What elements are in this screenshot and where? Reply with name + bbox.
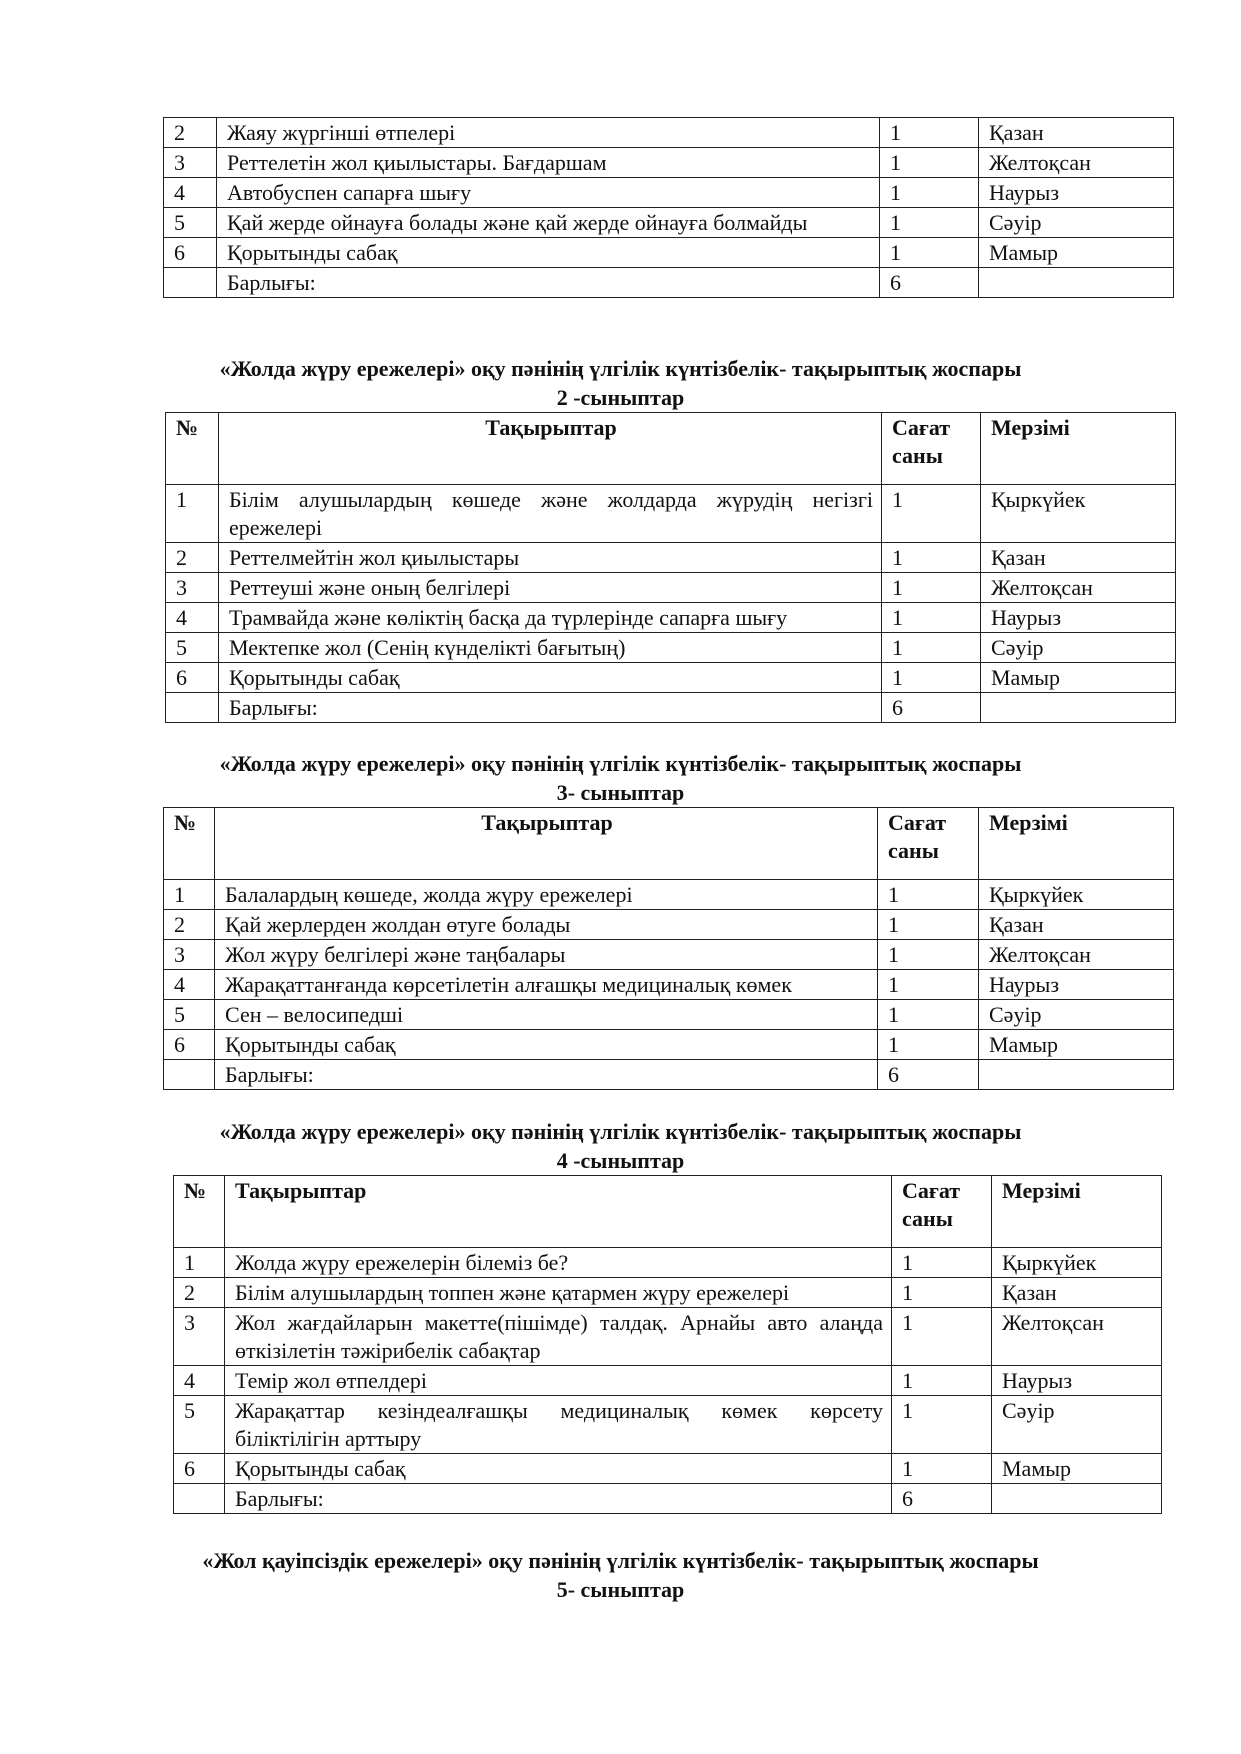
row-month: Наурыз (979, 970, 1174, 1000)
row-topic: Жол жағдайларын макетте(пішімде) талдақ. Арнайы авто алаңда өткізілетін тәжірибелік сабақтар (225, 1308, 892, 1366)
row-month: Қазан (979, 910, 1174, 940)
row-month: Желтоқсан (979, 148, 1174, 178)
row-hours: 1 (880, 208, 979, 238)
header-month: Мерзімі (992, 1176, 1162, 1248)
row-number: 5 (164, 1000, 215, 1030)
row-month: Сәуір (979, 1000, 1174, 1030)
row-number: 4 (166, 603, 219, 633)
row-topic: Темір жол өтпелдері (225, 1366, 892, 1396)
row-number: 6 (164, 1030, 215, 1060)
row-topic: Қорытынды сабақ (225, 1454, 892, 1484)
row-number (164, 268, 217, 298)
table-row (164, 1060, 1174, 1090)
table-row (164, 970, 1174, 1000)
row-number: 4 (164, 178, 217, 208)
row-number: 1 (166, 485, 219, 543)
row-topic: Реттелмейтін жол қиылыстары (219, 543, 882, 573)
table-row (164, 148, 1174, 178)
row-month: Қыркүйек (979, 880, 1174, 910)
plan-table-grade-4 (173, 1175, 1162, 1514)
row-month: Мамыр (981, 663, 1176, 693)
table-row (166, 543, 1176, 573)
row-month: Сәуір (992, 1396, 1162, 1454)
row-month (979, 268, 1174, 298)
section-subtitle: 3- сыныптар (556, 780, 685, 805)
row-hours: 1 (882, 663, 981, 693)
row-hours: 1 (878, 1030, 979, 1060)
row-topic: Қай жерлерден жолдан өтуге болады (215, 910, 878, 940)
section-heading-grade-4 (0, 1117, 1241, 1175)
row-number (164, 1060, 215, 1090)
section-subtitle: 5- сыныптар (556, 1577, 685, 1602)
row-topic: Қай жерде ойнауға болады және қай жерде ойнауға болмайды (217, 208, 880, 238)
table-row (174, 1278, 1162, 1308)
row-topic: Барлығы: (215, 1060, 878, 1090)
table-row (174, 1366, 1162, 1396)
row-number: 6 (166, 663, 219, 693)
row-month: Сәуір (981, 633, 1176, 663)
row-number (166, 693, 219, 723)
section-subtitle: 4 -сыныптар (556, 1148, 685, 1173)
row-hours: 1 (892, 1396, 992, 1454)
row-number: 6 (174, 1454, 225, 1484)
table-row (164, 118, 1174, 148)
row-hours: 1 (882, 485, 981, 543)
plan-table-grade-3 (163, 807, 1174, 1090)
row-number: 5 (164, 208, 217, 238)
row-topic: Жарақаттар кезіндеалғашқы медициналық көмек көрсету біліктілігін арттыру (225, 1396, 892, 1454)
table-header-row (174, 1176, 1162, 1248)
row-number: 3 (174, 1308, 225, 1366)
row-hours: 1 (892, 1454, 992, 1484)
table-row (164, 880, 1174, 910)
header-month: Мерзімі (981, 413, 1176, 485)
row-topic: Білім алушылардың топпен және қатармен жүру ережелері (225, 1278, 892, 1308)
header-hours: Сағат саны (878, 808, 979, 880)
row-month (981, 693, 1176, 723)
row-topic: Қорытынды сабақ (215, 1030, 878, 1060)
section-heading-grade-5 (0, 1546, 1241, 1604)
table-row (164, 1030, 1174, 1060)
table-row (164, 178, 1174, 208)
row-hours: 6 (878, 1060, 979, 1090)
row-topic: Реттеуші және оның белгілері (219, 573, 882, 603)
header-month: Мерзімі (979, 808, 1174, 880)
table-row (166, 573, 1176, 603)
table-row (166, 633, 1176, 663)
row-topic: Жаяу жүргінші өтпелері (217, 118, 880, 148)
row-number: 2 (166, 543, 219, 573)
row-topic: Жарақаттанғанда көрсетілетін алғашқы медициналық көмек (215, 970, 878, 1000)
row-topic: Барлығы: (225, 1484, 892, 1514)
row-topic: Барлығы: (217, 268, 880, 298)
row-topic: Трамвайда және көліктің басқа да түрлерінде сапарға шығу (219, 603, 882, 633)
table-row (166, 663, 1176, 693)
plan-table-grade-2 (165, 412, 1176, 723)
header-number: № (174, 1176, 225, 1248)
row-month: Желтоқсан (979, 940, 1174, 970)
row-month: Наурыз (981, 603, 1176, 633)
header-number: № (166, 413, 219, 485)
row-month: Наурыз (992, 1366, 1162, 1396)
table-row (174, 1248, 1162, 1278)
row-hours: 1 (878, 910, 979, 940)
row-hours: 1 (880, 178, 979, 208)
table-row (174, 1484, 1162, 1514)
row-topic: Барлығы: (219, 693, 882, 723)
row-month (992, 1484, 1162, 1514)
row-month: Желтоқсан (992, 1308, 1162, 1366)
header-hours: Сағат саны (882, 413, 981, 485)
table-row (164, 208, 1174, 238)
section-heading-grade-3 (0, 749, 1241, 807)
row-number: 3 (164, 148, 217, 178)
row-number: 2 (174, 1278, 225, 1308)
table-header-row (164, 808, 1174, 880)
header-number: № (164, 808, 215, 880)
row-month: Желтоқсан (981, 573, 1176, 603)
row-number: 3 (166, 573, 219, 603)
table-row (174, 1454, 1162, 1484)
row-number: 3 (164, 940, 215, 970)
row-hours: 6 (880, 268, 979, 298)
row-topic: Автобуспен сапарға шығу (217, 178, 880, 208)
section-title: «Жол қауіпсіздік ережелері» оқу пәнінің үлгілік күнтізбелік- тақырыптық жоспары (202, 1548, 1039, 1573)
plan-table-grade-1 (163, 117, 1174, 298)
row-month: Қазан (992, 1278, 1162, 1308)
row-month: Мамыр (979, 238, 1174, 268)
row-number: 5 (174, 1396, 225, 1454)
table-row (174, 1308, 1162, 1366)
row-month (979, 1060, 1174, 1090)
table-row (164, 910, 1174, 940)
row-number: 1 (174, 1248, 225, 1278)
header-topic: Тақырыптар (225, 1176, 892, 1248)
header-topic: Тақырыптар (219, 413, 882, 485)
row-topic: Жолда жүру ережелерін білеміз бе? (225, 1248, 892, 1278)
row-hours: 1 (880, 238, 979, 268)
row-month: Қазан (981, 543, 1176, 573)
row-topic: Білім алушылардың көшеде және жолдарда жүрудің негізгі ережелері (219, 485, 882, 543)
row-hours: 1 (878, 940, 979, 970)
row-number: 1 (164, 880, 215, 910)
row-hours: 1 (878, 970, 979, 1000)
section-title: «Жолда жүру ережелері» оқу пәнінің үлгілік күнтізбелік- тақырыптық жоспары (219, 751, 1022, 776)
row-number: 2 (164, 910, 215, 940)
row-number: 4 (164, 970, 215, 1000)
row-month: Қазан (979, 118, 1174, 148)
row-month: Сәуір (979, 208, 1174, 238)
row-topic: Қорытынды сабақ (219, 663, 882, 693)
table-row (166, 485, 1176, 543)
row-month: Наурыз (979, 178, 1174, 208)
table-row (164, 238, 1174, 268)
row-hours: 1 (878, 1000, 979, 1030)
row-hours: 1 (880, 118, 979, 148)
row-hours: 6 (892, 1484, 992, 1514)
row-month: Мамыр (992, 1454, 1162, 1484)
table-row (166, 693, 1176, 723)
section-subtitle: 2 -сыныптар (556, 385, 685, 410)
section-heading-grade-2 (0, 354, 1241, 412)
row-month: Қыркүйек (981, 485, 1176, 543)
row-number: 5 (166, 633, 219, 663)
row-hours: 1 (892, 1248, 992, 1278)
row-hours: 6 (882, 693, 981, 723)
section-title: «Жолда жүру ережелері» оқу пәнінің үлгілік күнтізбелік- тақырыптық жоспары (219, 356, 1022, 381)
table-row (166, 603, 1176, 633)
row-hours: 1 (882, 633, 981, 663)
table-row (164, 1000, 1174, 1030)
row-number: 2 (164, 118, 217, 148)
table-header-row (166, 413, 1176, 485)
header-hours: Сағат саны (892, 1176, 992, 1248)
row-hours: 1 (882, 603, 981, 633)
row-topic: Сен – велосипедші (215, 1000, 878, 1030)
row-month: Мамыр (979, 1030, 1174, 1060)
row-hours: 1 (882, 543, 981, 573)
row-hours: 1 (892, 1366, 992, 1396)
table-row (174, 1396, 1162, 1454)
row-topic: Реттелетін жол қиылыстары. Бағдаршам (217, 148, 880, 178)
row-topic: Қорытынды сабақ (217, 238, 880, 268)
row-number: 4 (174, 1366, 225, 1396)
row-month: Қыркүйек (992, 1248, 1162, 1278)
row-topic: Жол жүру белгілері және таңбалары (215, 940, 878, 970)
row-number: 6 (164, 238, 217, 268)
header-topic: Тақырыптар (215, 808, 878, 880)
section-title: «Жолда жүру ережелері» оқу пәнінің үлгілік күнтізбелік- тақырыптық жоспары (219, 1119, 1022, 1144)
row-hours: 1 (892, 1308, 992, 1366)
table-row (164, 940, 1174, 970)
table-row (164, 268, 1174, 298)
row-hours: 1 (882, 573, 981, 603)
row-hours: 1 (892, 1278, 992, 1308)
row-hours: 1 (880, 148, 979, 178)
row-topic: Мектепке жол (Сенің күнделікті бағытың) (219, 633, 882, 663)
row-topic: Балалардың көшеде, жолда жүру ережелері (215, 880, 878, 910)
row-hours: 1 (878, 880, 979, 910)
row-number (174, 1484, 225, 1514)
